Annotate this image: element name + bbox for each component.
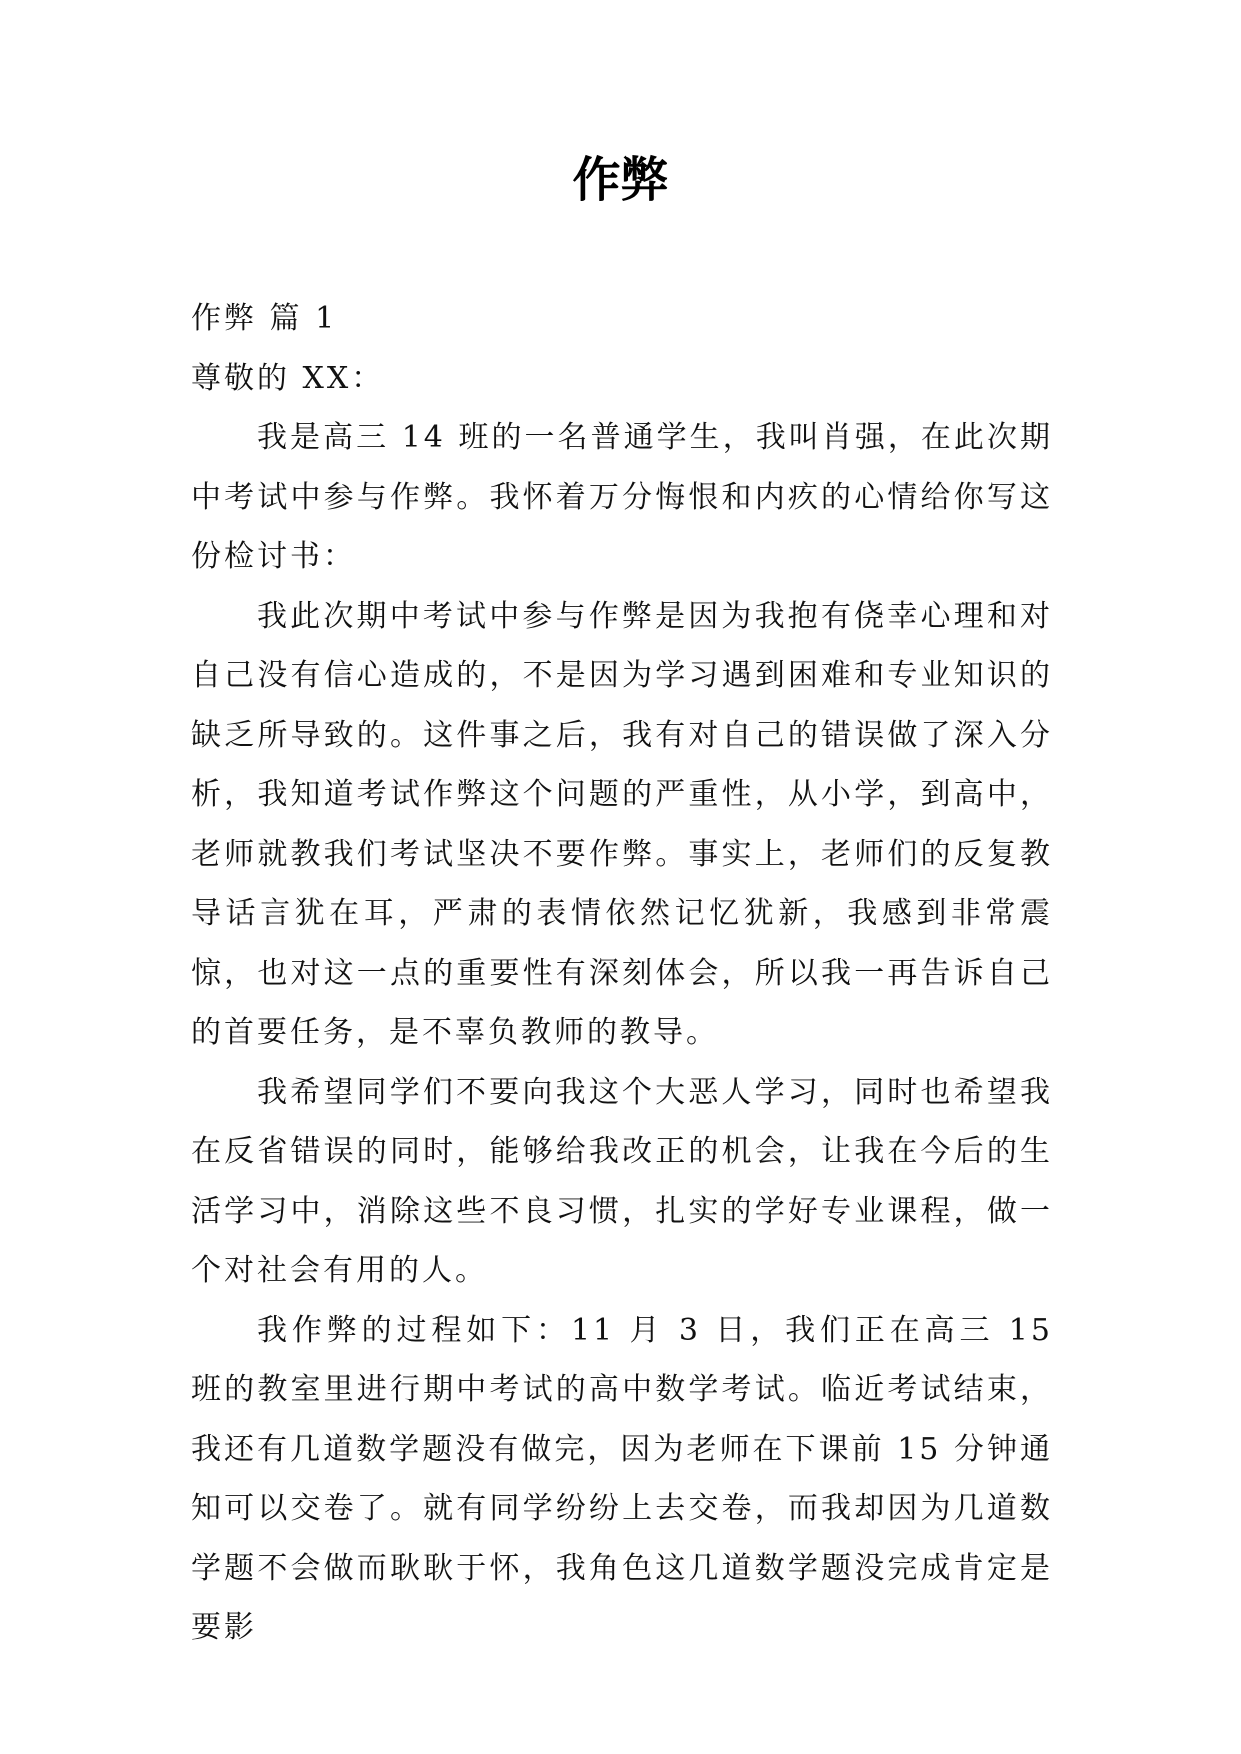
paragraph-4: 我作弊的过程如下：11 月 3 日，我们正在高三 15 班的教室里进行期中考试的高中数学考试。临近考试结束，我还有几道数学题没有做完，因为老师在下课前 15 分钟通知可以交卷了。就有同学纷纷上去交卷，而我却因为几道数学题不会做而耿耿于怀，我角色这几道数学题没完成肯定是要影 — [191, 1312, 1053, 1645]
document-title: 作弊 — [572, 152, 669, 208]
paragraph-2: 我此次期中考试中参与作弊是因为我抱有侥幸心理和对自己没有信心造成的，不是因为学习遇到困难和专业知识的缺乏所导致的。这件事之后，我有对自己的错误做了深入分析，我知道考试作弊这个问题的严重性，从小学，到高中，老师就教我们考试坚决不要作弊。事实上，老师们的反复教导话言犹在耳，严肃的表情依然记忆犹新，我感到非常震惊，也对这一点的重要性有深刻体会，所以我一再告诉自己的首要任务，是不辜负教师的教导。 — [191, 598, 1053, 1050]
section-heading: 作弊 篇 1 — [191, 301, 338, 336]
document-body — [191, 289, 1053, 1658]
salutation: 尊敬的 XX： — [191, 360, 385, 396]
paragraph-3: 我希望同学们不要向我这个大恶人学习，同时也希望我在反省错误的同时，能够给我改正的机会，让我在今后的生活学习中，消除这些不良习惯，扎实的学好专业课程，做一个对社会有用的人。 — [191, 1074, 1053, 1288]
paragraph-1: 我是高三 14 班的一名普通学生，我叫肖强，在此次期中考试中参与作弊。我怀着万分悔恨和内疚的心情给你写这份检讨书： — [191, 420, 1053, 574]
